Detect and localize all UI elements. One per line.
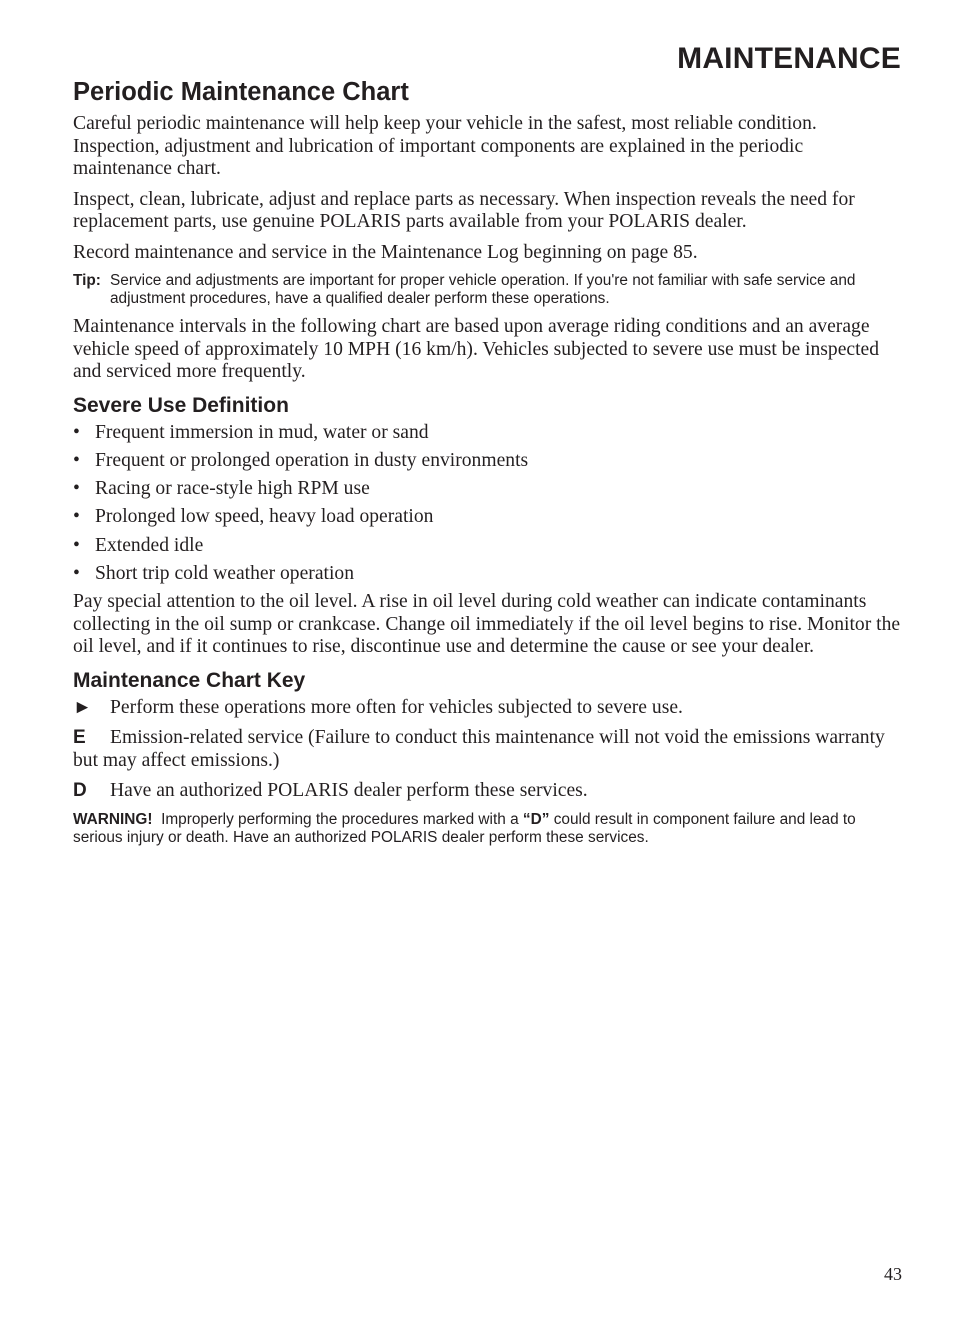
chart-key-heading: Maintenance Chart Key xyxy=(73,668,306,692)
bullet-icon: • xyxy=(73,421,80,443)
list-item: • Short trip cold weather operation xyxy=(73,562,354,584)
intro-paragraph-1: Careful periodic maintenance will help keep your vehicle in the safest, most reliable condition. Inspection, adjustment and lubrication of important components are explained in the periodic maintenance chart. xyxy=(73,113,817,179)
bullet-icon: • xyxy=(73,562,80,584)
severe-use-heading: Severe Use Definition xyxy=(73,393,289,417)
section-header: MAINTENANCE xyxy=(677,42,901,75)
warning-highlight: “D” xyxy=(522,810,550,828)
arrow-right-icon: ► xyxy=(73,696,92,718)
list-item: • Extended idle xyxy=(73,534,204,556)
page-title: Periodic Maintenance Chart xyxy=(73,78,409,106)
warning-note xyxy=(73,811,905,847)
dealer-symbol: D xyxy=(73,780,87,802)
severe-use-list xyxy=(73,422,905,586)
list-item: • Racing or race-style high RPM use xyxy=(73,478,370,500)
tip-note xyxy=(73,272,905,308)
intro-paragraph-3: Record maintenance and service in the Maintenance Log beginning on page 85. xyxy=(73,241,698,263)
bullet-icon: • xyxy=(73,506,80,528)
warning-label: WARNING! xyxy=(73,810,153,828)
key-row-dealer: D Have an authorized POLARIS dealer perform these services. xyxy=(73,780,588,802)
page-number: 43 xyxy=(884,1264,902,1284)
list-item: • Frequent immersion in mud, water or sand xyxy=(73,421,429,443)
page-content xyxy=(73,78,905,847)
bullet-icon: • xyxy=(73,449,80,471)
warning-text-after: could result in component failure and lead to serious injury or death. Have an authorized POLARIS dealer perform these services. xyxy=(73,810,856,846)
list-item: • Prolonged low speed, heavy load operation xyxy=(73,506,434,528)
bullet-icon: • xyxy=(73,534,80,556)
warning-text-before: Improperly performing the procedures marked with a xyxy=(161,810,519,828)
tip-label: Tip: xyxy=(73,272,101,289)
list-item: • Frequent or prolonged operation in dusty environments xyxy=(73,449,529,471)
tip-text: Service and adjustments are important for proper vehicle operation. If you're not familiar with safe service and adjustment procedures, have a qualified dealer perform these operations. xyxy=(110,272,856,307)
intervals-paragraph: Maintenance intervals in the following chart are based upon average riding conditions and an average vehicle speed of approximately 10 MPH (16 km/h). Vehicles subjected to severe use must be inspected and serviced more frequently. xyxy=(73,316,880,382)
intro-paragraph-2: Inspect, clean, lubricate, adjust and replace parts as necessary. When inspection reveals the need for replacement parts, use genuine POLARIS parts available from your POLARIS dealer. xyxy=(73,188,855,232)
key-row-emission: E Emission-related service (Failure to conduct this maintenance will not void the emissions warranty but may affect emissions.) xyxy=(73,727,885,771)
key-row-severe: ► Perform these operations more often for vehicles subjected to severe use. xyxy=(73,696,683,718)
bullet-icon: • xyxy=(73,478,80,500)
emission-symbol: E xyxy=(73,727,86,749)
oil-level-paragraph: Pay special attention to the oil level. A rise in oil level during cold weather can indicate contaminants collecting in the oil sump or crankcase. Change oil immediately if the oil level begins to rise. Monitor the oil level, and if it continues to rise, discontinue use and determine the cause or see your dealer. xyxy=(73,591,901,658)
